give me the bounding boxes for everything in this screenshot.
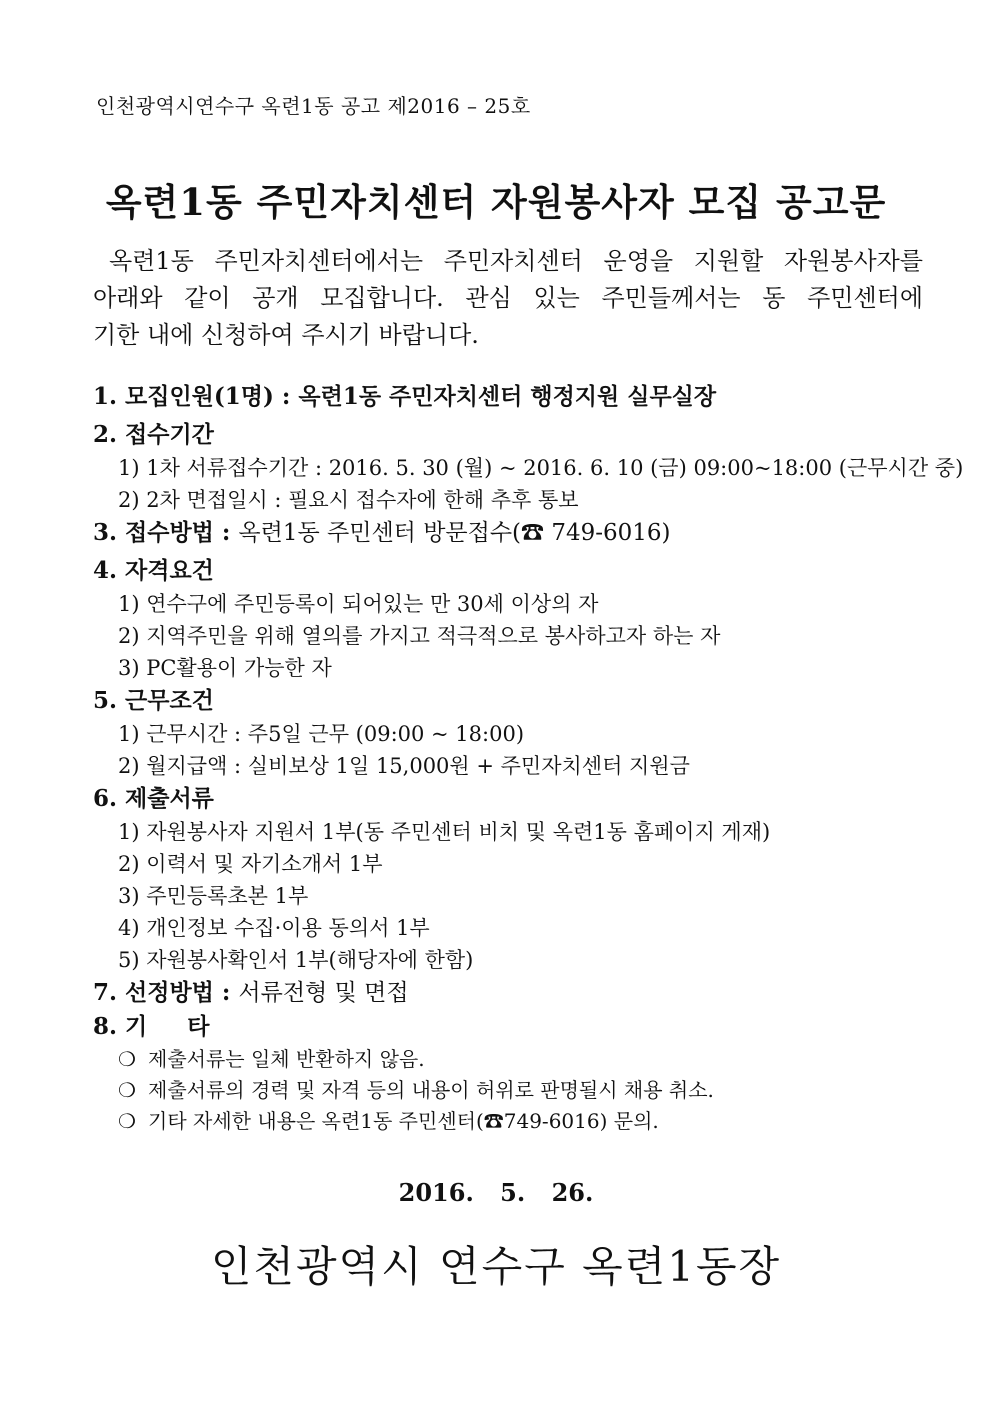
section-work-conditions	[93, 684, 923, 782]
list-item: 1) 1차 서류접수기간 : 2016. 5. 30 (월) ~ 2016. 6. 10 (금) 09:00~18:00 (근무시간 중)	[118, 456, 964, 480]
signer-title: 인천광역시 연수구 옥련1동장	[210, 1242, 782, 1291]
circle-bullet-icon: ❍	[118, 1109, 136, 1133]
notice-body	[93, 380, 964, 1137]
section-selection-method	[93, 976, 923, 1010]
list-item: 1) 자원봉사자 지원서 1부(동 주민센터 비치 및 옥련1동 홈페이지 게재)	[118, 820, 771, 844]
list-item: 4) 개인정보 수집·이용 동의서 1부	[118, 916, 430, 940]
list-item: 1) 연수구에 주민등록이 되어있는 만 30세 이상의 자	[118, 592, 599, 616]
intro-line: 기한 내에 신청하여 주시기 바랍니다.	[93, 321, 479, 349]
notice-number: 인천광역시연수구 옥련1동 공고 제2016 – 25호	[96, 94, 531, 118]
list-item: ❍ 제출서류는 일체 반환하지 않음.	[93, 1044, 923, 1075]
section-value: 옥련1동 주민센터 방문접수(☎ 749-6016)	[238, 520, 671, 546]
list-item: 1) 근무시간 : 주5일 근무 (09:00 ~ 18:00)	[118, 722, 525, 746]
section-recruit-count	[93, 380, 923, 414]
section-etc	[93, 1010, 923, 1137]
circle-bullet-icon: ❍	[118, 1047, 136, 1071]
list-item: 2) 월지급액 : 실비보상 1일 15,000원 + 주민자치센터 지원금	[118, 754, 690, 778]
section-qualifications	[93, 554, 923, 684]
intro-line: 아래와 같이 공개 모집합니다. 관심 있는 주민들께서는 동 주민센터에	[93, 284, 923, 312]
list-item: 2) 2차 면접일시 : 필요시 접수자에 한해 추후 통보	[118, 488, 579, 512]
section-heading: 6. 제출서류	[93, 785, 214, 812]
section-heading: 5. 근무조건	[93, 687, 214, 714]
section-required-documents	[93, 782, 923, 976]
intro-paragraph	[93, 243, 923, 354]
notice-title: 옥련1동 주민자치센터 자원봉사자 모집 공고문	[105, 180, 887, 224]
notice-date: 2016. 5. 26.	[398, 1178, 594, 1207]
section-reception-method	[93, 516, 923, 550]
list-item: 5) 자원봉사확인서 1부(해당자에 한함)	[118, 948, 474, 972]
list-item: 3) PC활용이 가능한 자	[118, 656, 332, 680]
section-heading: 4. 자격요건	[93, 557, 214, 584]
list-item: ❍ 기타 자세한 내용은 옥련1동 주민센터(☎749-6016) 문의.	[93, 1106, 923, 1137]
section-reception-period	[93, 418, 964, 516]
list-item: 2) 지역주민을 위해 열의를 가지고 적극적으로 봉사하고자 하는 자	[118, 624, 721, 648]
intro-line: 옥련1동 주민자치센터에서는 주민자치센터 운영을 지원할 자원봉사자를	[109, 247, 923, 275]
list-item: 2) 이력서 및 자기소개서 1부	[118, 852, 383, 876]
list-item: 3) 주민등록초본 1부	[118, 884, 309, 908]
section-value: 서류전형 및 면접	[238, 980, 409, 1006]
section-heading: 7. 선정방법 : 서류전형 및 면접	[93, 979, 409, 1006]
circle-bullet-icon: ❍	[118, 1078, 136, 1102]
section-heading: 1. 모집인원(1명) : 옥련1동 주민자치센터 행정지원 실무실장	[93, 383, 717, 410]
section-heading: 3. 접수방법 : 옥련1동 주민센터 방문접수(☎ 749-6016)	[93, 519, 671, 546]
list-item: ❍ 제출서류의 경력 및 자격 등의 내용이 허위로 판명될시 채용 취소.	[93, 1075, 923, 1106]
section-heading: 2. 접수기간	[93, 421, 214, 448]
section-heading: 8. 기 타	[93, 1013, 210, 1040]
